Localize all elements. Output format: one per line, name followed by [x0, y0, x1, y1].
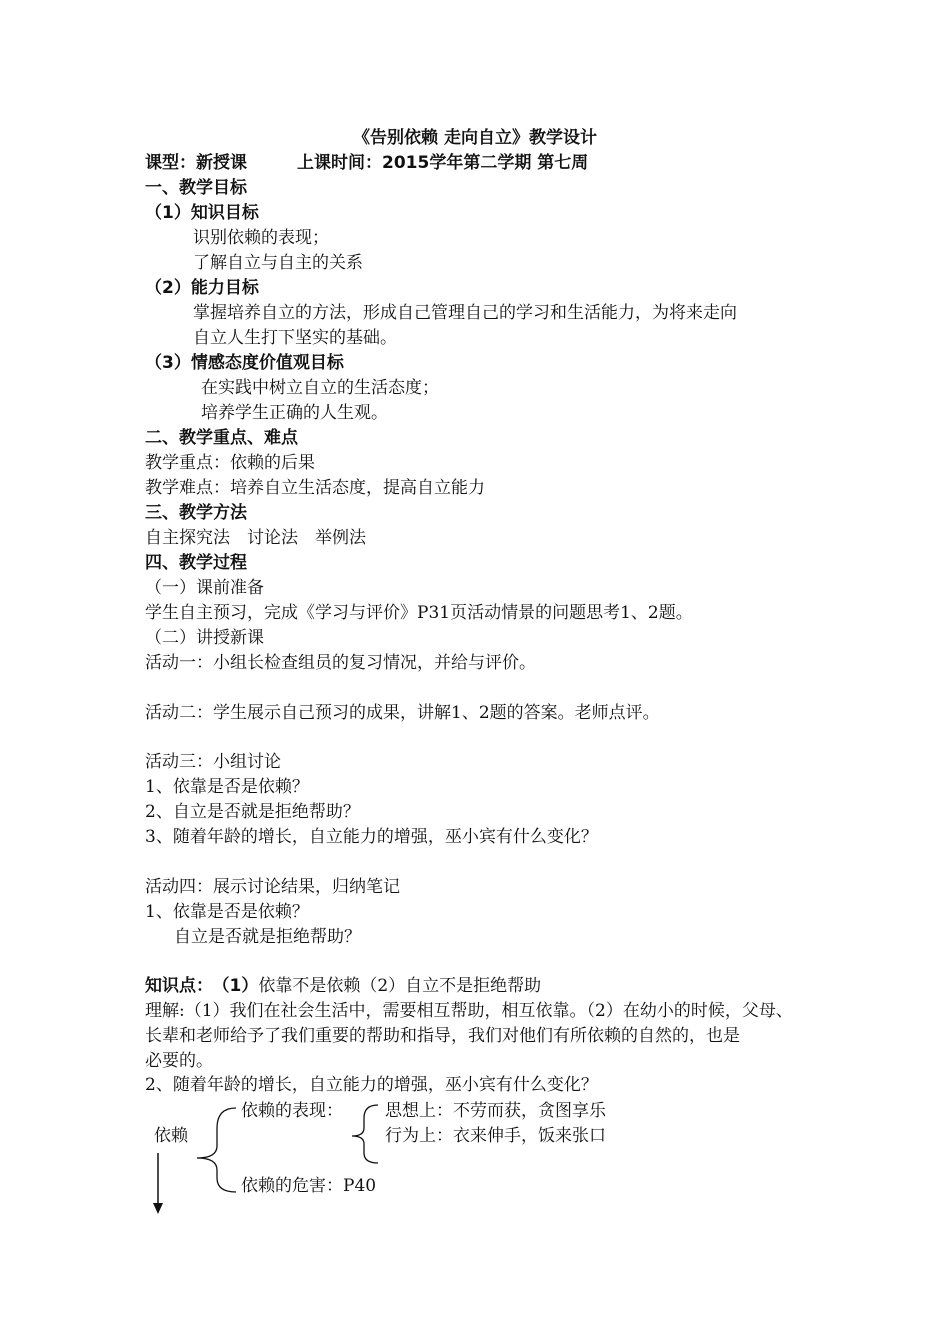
activity-2: 活动二：学生展示自己预习的成果，讲解1、2题的答案。老师点评。 [145, 703, 660, 723]
knowledge-point-label: 知识点： [145, 976, 213, 996]
ability-goal-line-2: 自立人生打下坚实的基础。 [193, 328, 397, 348]
class-time: 上课时间：2015学年第二学期 第七周 [297, 153, 589, 173]
discussion-question-1: 1、依靠是否是依赖？ [145, 777, 309, 797]
section-heading-focus: 二、教学重点、难点 [145, 428, 298, 448]
understanding-line-1: 理解:（1）我们在社会生活中，需要相互帮助，相互依靠。（2）在幼小的时候，父母、 [145, 1001, 793, 1021]
section-heading-goals: 一、教学目标 [145, 178, 247, 198]
new-lesson-heading: （二）讲授新课 [145, 628, 264, 648]
knowledge-point-text: 依靠不是依赖（2）自立不是拒绝帮助 [258, 976, 542, 996]
emotion-goal-2: 培养学生正确的人生观。 [201, 403, 388, 423]
diagram-branch-manifestation: 依赖的表现： [241, 1101, 343, 1121]
teaching-difficulty: 教学难点：培养自立生活态度，提高自立能力 [145, 478, 485, 498]
diagram-root: 依赖 [154, 1126, 188, 1146]
understanding-line-2: 长辈和老师给予了我们重要的帮助和指导，我们对他们有所依赖的自然的，也是 [145, 1026, 740, 1046]
ability-goals-heading: （2）能力目标 [145, 278, 259, 298]
course-type: 课型：新授课 [145, 153, 247, 173]
activity-3: 活动三：小组讨论 [145, 752, 281, 772]
discussion-question-3: 3、随着年龄的增长，自立能力的增强，巫小宾有什么变化？ [145, 827, 598, 847]
result-2: 2、随着年龄的增长，自立能力的增强，巫小宾有什么变化？ [145, 1075, 598, 1095]
diagram-leaf-brace [352, 1105, 378, 1163]
section-heading-methods: 三、教学方法 [145, 503, 247, 523]
section-heading-process: 四、教学过程 [145, 553, 247, 573]
emotion-goals-heading: （3）情感态度价值观目标 [145, 353, 344, 373]
understanding-line-3: 必要的。 [145, 1051, 213, 1071]
prep-text: 学生自主预习，完成《学习与评价》P31页活动情景的问题思考1、2题。 [145, 603, 693, 623]
teaching-key-point: 教学重点：依赖的后果 [145, 453, 315, 473]
diagram-leaf-behavior: 行为上：衣来伸手，饭来张口 [385, 1126, 606, 1146]
prep-heading: （一）课前准备 [145, 578, 264, 598]
result-1b: 自立是否就是拒绝帮助？ [174, 927, 361, 947]
diagram-down-arrow-head [153, 1203, 163, 1214]
emotion-goal-1: 在实践中树立自立的生活态度； [201, 378, 439, 398]
knowledge-point-num: （1） [221, 976, 259, 996]
knowledge-goal-1: 识别依赖的表现； [193, 228, 329, 248]
ability-goal-line-1: 掌握培养自立的方法，形成自己管理自己的学习和生活能力，为将来走向 [193, 303, 737, 323]
discussion-question-2: 2、自立是否就是拒绝帮助？ [145, 802, 360, 822]
diagram-leaf-thought: 思想上：不劳而获，贪图享乐 [385, 1101, 606, 1121]
knowledge-goals-heading: （1）知识目标 [145, 203, 259, 223]
activity-1: 活动一：小组长检查组员的复习情况，并给与评价。 [145, 653, 536, 673]
diagram-branch-harm: 依赖的危害：P40 [241, 1176, 377, 1196]
page-title: 《告别依赖 走向自立》教学设计 [353, 128, 597, 148]
knowledge-goal-2: 了解自立与自主的关系 [193, 253, 363, 273]
result-1: 1、依靠是否是依赖？ [145, 902, 309, 922]
activity-4: 活动四：展示讨论结果，归纳笔记 [145, 877, 400, 897]
teaching-methods: 自主探究法 讨论法 举例法 [145, 528, 366, 548]
diagram-root-brace [197, 1108, 236, 1192]
